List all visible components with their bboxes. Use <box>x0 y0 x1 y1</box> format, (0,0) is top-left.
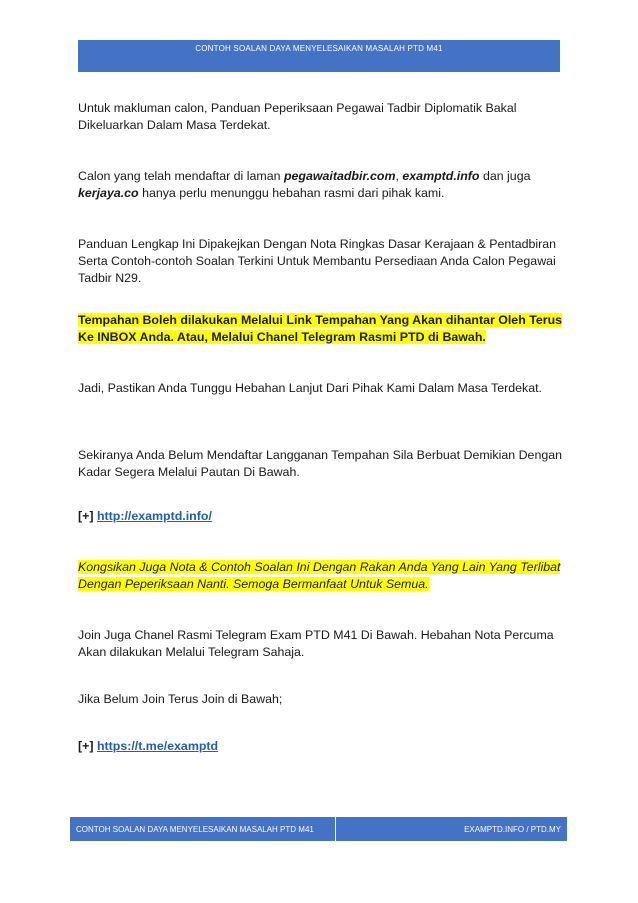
paragraph-share <box>78 559 568 593</box>
link-line-examptd <box>78 508 568 525</box>
paragraph-telegram-text: Join Juga Chanel Rasmi Telegram Exam PTD M41 Di Bawah. Hebahan Nota Percuma Akan dilakukan Melalui Telegram Sahaja. <box>78 628 554 659</box>
paragraph-join-text: Jika Belum Join Terus Join di Bawah; <box>78 692 283 706</box>
link1-prefix: [+] <box>78 509 97 523</box>
link-line-telegram <box>78 738 568 755</box>
paragraph-package <box>78 236 568 287</box>
site-kerjaya: kerjaya.co <box>78 186 139 200</box>
link2-prefix: [+] <box>78 739 97 753</box>
paragraph-package-text: Panduan Lengkap Ini Dipakejkan Dengan Nota Ringkas Dasar Kerajaan & Pentadbiran Serta Contoh-contoh Soalan Terkini Untuk Membantu Persediaan Anda Calon Pegawai Tadbir N29. <box>78 237 557 285</box>
paragraph-booking-text <box>78 312 568 346</box>
p2-prefix: Calon yang telah mendaftar di laman <box>78 169 284 183</box>
paragraph-intro <box>78 100 568 134</box>
page-header <box>78 40 560 72</box>
booking-highlight: Tempahan Boleh dilakukan Melalui Link Tempahan Yang Akan dihantar Oleh Terus Ke INBOX Anda. Atau, Melalui Chanel Telegram Rasmi PTD di Bawah. <box>78 313 563 344</box>
examptd-link[interactable]: http://examptd.info/ <box>96 509 212 523</box>
paragraph-registered <box>78 168 568 202</box>
footer-divider <box>335 817 336 841</box>
header-title: CONTOH SOALAN DAYA MENYELESAIKAN MASALAH PTD M41 <box>195 44 443 53</box>
paragraph-wait <box>78 380 568 397</box>
site-pegawaitadbir: pegawaitadbir.com <box>283 169 396 183</box>
footer-right-text: EXAMPTD.INFO / PTD.MY <box>464 825 561 834</box>
page-footer <box>70 817 567 841</box>
paragraph-registered-text <box>78 168 568 202</box>
paragraph-register-text: Sekiranya Anda Belum Mendaftar Langganan Tempahan Sila Berbuat Demikian Dengan Kadar Segera Melalui Pautan Di Bawah. <box>78 448 563 479</box>
paragraph-intro-text: Untuk makluman calon, Panduan Peperiksaan Pegawai Tadbir Diplomatik Bakal Dikeluarkan Dalam Masa Terdekat. <box>78 101 517 132</box>
paragraph-wait-text: Jadi, Pastikan Anda Tunggu Hebahan Lanjut Dari Pihak Kami Dalam Masa Terdekat. <box>78 381 542 395</box>
telegram-link[interactable]: https://t.me/examptd <box>96 739 219 753</box>
paragraph-telegram <box>78 627 568 661</box>
paragraph-register <box>78 447 568 481</box>
paragraph-join <box>78 691 568 708</box>
share-highlight: Kongsikan Juga Nota & Contoh Soalan Ini Dengan Rakan Anda Yang Lain Yang Terlibat Dengan Peperiksaan Nanti. Semoga Bermanfaat Untuk Semua. <box>78 560 561 591</box>
p2-suffix: hanya perlu menunggu hebahan rasmi dari pihak kami. <box>138 186 445 200</box>
paragraph-booking <box>78 312 568 346</box>
site-examptd: examptd.info <box>402 169 480 183</box>
p2-mid: dan juga <box>479 169 531 183</box>
footer-left-text: CONTOH SOALAN DAYA MENYELESAIKAN MASALAH PTD M41 <box>76 825 314 834</box>
p2-comma: , <box>395 169 403 183</box>
